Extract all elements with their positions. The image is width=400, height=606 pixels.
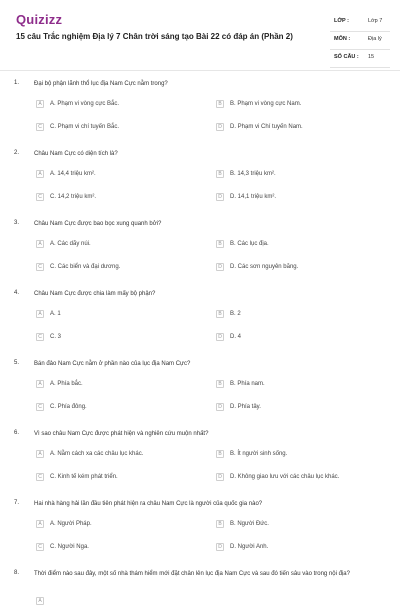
option-text: A. 14,4 triệu km². <box>50 171 96 177</box>
meta-key: MÔN : <box>334 36 351 42</box>
option-letter-box[interactable]: D <box>216 263 224 271</box>
answer-option-b[interactable] <box>216 449 287 459</box>
answer-option-c[interactable] <box>36 332 61 342</box>
option-text: A. Người Pháp. <box>50 521 92 527</box>
option-letter-box[interactable]: C <box>36 123 44 131</box>
option-letter-box[interactable]: B <box>216 520 224 528</box>
option-text: D. Phía tây. <box>230 404 261 410</box>
meta-row-count <box>330 50 390 68</box>
question-text: Thời điểm nào sau đây, một số nhà thám hiểm mới đặt chân lên lục địa Nam Cực và sau đó tiến sâu vào trong nội địa? <box>34 571 350 577</box>
option-text: A. Các dãy núi. <box>50 241 91 247</box>
option-text: A. Phạm vi vòng cực Bắc. <box>50 101 120 107</box>
option-letter-box[interactable]: D <box>216 193 224 201</box>
question-item <box>0 78 400 148</box>
question-number: 8. <box>14 570 20 576</box>
answer-option-b[interactable] <box>216 239 269 249</box>
question-text: Vì sao châu Nam Cực được phát hiện và nghiên cứu muộn nhất? <box>34 431 209 437</box>
option-text: D. Phạm vi Chí tuyến Nam. <box>230 124 303 130</box>
option-letter-box[interactable]: C <box>36 333 44 341</box>
answer-option-a[interactable] <box>36 239 91 249</box>
answer-option-b[interactable] <box>216 169 276 179</box>
question-list <box>0 78 400 602</box>
question-number: 4. <box>14 290 20 296</box>
answer-option-d[interactable] <box>216 192 276 202</box>
question-item <box>0 498 400 568</box>
answer-option-d[interactable] <box>216 262 298 272</box>
option-letter-box[interactable]: D <box>216 333 224 341</box>
answer-option-b[interactable] <box>216 309 241 319</box>
question-number: 5. <box>14 360 20 366</box>
option-text: A. 1 <box>50 311 61 317</box>
option-letter-box[interactable]: C <box>36 403 44 411</box>
meta-key: SỐ CÂU : <box>334 54 359 60</box>
option-text: A. Nằm cách xa các châu lục khác. <box>50 451 144 457</box>
option-letter-box[interactable]: B <box>216 100 224 108</box>
option-text: C. Phía đông. <box>50 404 87 410</box>
option-letter-box[interactable]: B <box>216 240 224 248</box>
meta-value: Địa lý <box>368 36 382 42</box>
option-text: C. Người Nga. <box>50 544 89 550</box>
meta-row-subject <box>330 32 390 50</box>
question-item <box>0 428 400 498</box>
answer-option-d[interactable] <box>216 542 268 552</box>
answer-option-a[interactable] <box>36 449 143 459</box>
answer-option-d[interactable] <box>216 472 339 482</box>
option-text: B. Ít người sinh sống. <box>230 451 288 457</box>
option-letter-box[interactable]: A <box>36 310 44 318</box>
option-letter-box[interactable]: A <box>36 450 44 458</box>
question-item <box>0 568 400 602</box>
option-letter-box[interactable]: D <box>216 543 224 551</box>
option-text: B. Các lục địa. <box>230 241 269 247</box>
question-number: 1. <box>14 80 20 86</box>
question-text: Châu Nam Cực được chia làm mấy bộ phận? <box>34 291 156 297</box>
option-letter-box[interactable]: D <box>216 123 224 131</box>
answer-option-a[interactable] <box>36 379 83 389</box>
option-letter-box[interactable]: A <box>36 100 44 108</box>
option-text: C. Phạm vi chí tuyến Bắc. <box>50 124 120 130</box>
answer-option-b[interactable] <box>216 519 269 529</box>
option-text: C. 3 <box>50 334 62 340</box>
answer-option-b[interactable] <box>216 379 265 389</box>
option-letter-box[interactable]: C <box>36 263 44 271</box>
question-text: Hai nhà hàng hải lần đầu tiên phát hiện ra châu Nam Cực là người của quốc gia nào? <box>34 501 263 507</box>
option-text: D. 14,1 triệu km². <box>230 194 277 200</box>
question-item <box>0 358 400 428</box>
answer-option-a[interactable] <box>36 519 92 529</box>
answer-option-d[interactable] <box>216 122 303 132</box>
question-number: 3. <box>14 220 20 226</box>
option-text: B. 14,3 triệu km². <box>230 171 276 177</box>
answer-option-a[interactable] <box>36 596 50 606</box>
answer-option-c[interactable] <box>36 262 120 272</box>
answer-option-a[interactable] <box>36 99 119 109</box>
answer-option-d[interactable] <box>216 332 241 342</box>
answer-option-c[interactable] <box>36 192 96 202</box>
meta-row-grade <box>330 14 390 32</box>
meta-panel <box>330 14 390 68</box>
answer-option-c[interactable] <box>36 472 118 482</box>
option-letter-box[interactable]: A <box>36 170 44 178</box>
quizizz-logo[interactable]: Quizizz <box>16 12 63 27</box>
option-text: B. Phạm vi vòng cực Nam. <box>230 101 302 107</box>
option-letter-box[interactable]: C <box>36 473 44 481</box>
option-text: A. Phía bắc. <box>50 381 83 387</box>
question-text: Bán đảo Nam Cực nằm ở phần nào của lục địa Nam Cực? <box>34 361 191 367</box>
option-text: D. Không giao lưu với các châu lục khác. <box>230 474 340 480</box>
option-letter-box[interactable]: C <box>36 193 44 201</box>
question-item <box>0 148 400 218</box>
question-text: Đại bộ phận lãnh thổ lục địa Nam Cực nằm trong? <box>34 81 168 87</box>
option-text: C. Kinh tế kém phát triển. <box>50 474 118 480</box>
header-divider <box>0 70 400 71</box>
option-text: C. Các biển và đại dương. <box>50 264 121 270</box>
option-letter-box[interactable]: B <box>216 450 224 458</box>
option-letter-box[interactable]: A <box>36 520 44 528</box>
answer-option-c[interactable] <box>36 402 87 412</box>
answer-option-d[interactable] <box>216 402 261 412</box>
answer-option-a[interactable] <box>36 309 61 319</box>
answer-option-b[interactable] <box>216 99 301 109</box>
header <box>0 0 400 70</box>
answer-option-c[interactable] <box>36 542 89 552</box>
option-text: D. 4 <box>230 334 242 340</box>
option-text: B. 2 <box>230 311 241 317</box>
question-number: 7. <box>14 500 20 506</box>
answer-option-a[interactable] <box>36 169 96 179</box>
meta-value: 15 <box>368 54 375 60</box>
option-text: C. 14,2 triệu km². <box>50 194 97 200</box>
option-letter-box[interactable]: C <box>36 543 44 551</box>
option-text: B. Người Đức. <box>230 521 269 527</box>
question-number: 2. <box>14 150 20 156</box>
question-text: Châu Nam Cực được bao bọc xung quanh bởi? <box>34 221 162 227</box>
option-letter-box[interactable]: D <box>216 403 224 411</box>
question-number: 6. <box>14 430 20 436</box>
option-letter-box[interactable]: A <box>36 240 44 248</box>
question-text: Châu Nam Cực có diện tích là? <box>34 151 118 157</box>
meta-key: LỚP : <box>334 18 349 24</box>
answer-option-c[interactable] <box>36 122 119 132</box>
option-letter-box[interactable]: A <box>36 597 44 605</box>
option-letter-box[interactable]: A <box>36 380 44 388</box>
option-letter-box[interactable]: B <box>216 380 224 388</box>
option-text: B. Phía nam. <box>230 381 265 387</box>
question-item <box>0 218 400 288</box>
question-item <box>0 288 400 358</box>
option-text: D. Người Anh. <box>230 544 269 550</box>
option-letter-box[interactable]: B <box>216 170 224 178</box>
page-title: 15 câu Trắc nghiệm Địa lý 7 Chân trời sáng tạo Bài 22 có đáp án (Phần 2) <box>16 32 293 41</box>
option-letter-box[interactable]: D <box>216 473 224 481</box>
option-text: D. Các sơn nguyên băng. <box>230 264 299 270</box>
meta-value: Lớp 7 <box>368 18 383 24</box>
option-letter-box[interactable]: B <box>216 310 224 318</box>
